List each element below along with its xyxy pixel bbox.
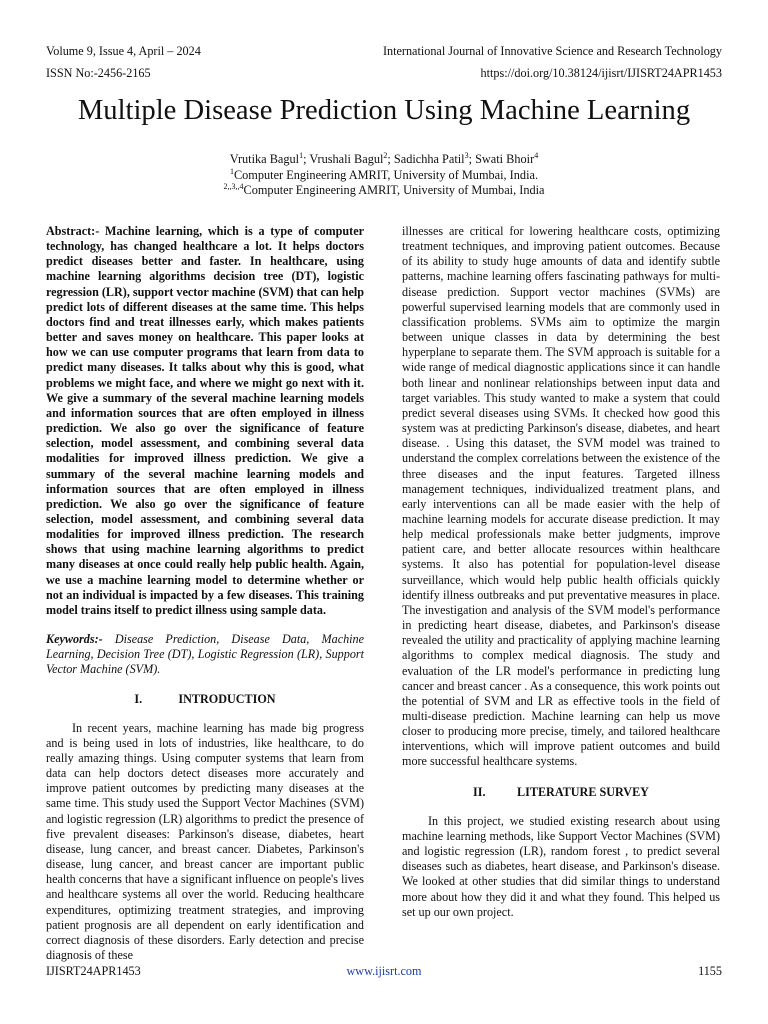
abstract: Abstract:- Machine learning, which is a type of computer technology, has changed healthcare a lot. It helps doctors predict diseases better and faster. In healthcare, using machine learning algorithms decision tree (DT), logistic regression (LR), support vector machine (SVM) that can help predict lots of different diseases at the same time. This helps doctors find and treat illnesses early, which makes patients better and saves money on healthcare. This paper looks at how we can use computer programs that learn from data to predict many diseases. It talks about why this is good, what problems we might face, and where we might go next with it. We give a summary of the several machine learning models and information sources that are often employed in illness prediction. We also go over the significance of feature selection, model assessment, and combining several data modalities for improved illness prediction. We give a summary of the several machine learning models and information sources that are often employed in illness prediction. We also go over the significance of feature selection, model assessment, and combining several data modalities for improved illness prediction. The research shows that using machine learning algorithms to predict many diseases at once could really help public health. Again, we use a machine learning model to determine whether or not an individual is impacted by a few diseases. This training model trains itself to predict illness using sample data.: [46, 224, 364, 617]
journal-website-link[interactable]: www.ijisrt.com: [346, 964, 422, 978]
author-name: Vrutika Bagul: [229, 152, 300, 166]
left-column: [46, 224, 364, 963]
introduction-paragraph: In recent years, machine learning has made big progress and is being used in lots of industries, like healthcare, to do really amazing things. Using computer systems that learn from data can help doctors detect diseases more accurately and improve patient outcomes by predicting many diseases at the same time. This study used the Support Vector Machines (SVM) and logistic regression (LR) algorithms to predict the presence of five prevalent diseases: Parkinson's disease, diabetes, heart disease, lung cancer, and breast cancer. Diabetes, Parkinson's disease, lung cancer, and breast cancer are important public health concerns that have a significant influence on people's lives and healthcare systems all over the world. Reducing healthcare expenditures, optimizing treatment strategies, and improving patient prognosis are all dependent on early identification and correct diagnosis of these disorders. Early detection and precise diagnosis of these: [46, 720, 364, 963]
page-number: 1155: [698, 964, 722, 978]
doi-link[interactable]: https://doi.org/10.38124/ijisrt/IJISRT24APR1453: [480, 66, 722, 80]
affiliation-2: [0, 183, 768, 199]
keywords-text: Disease Prediction, Disease Data, Machine Learning, Decision Tree (DT), Logistic Regression (LR), Support Vector Machine (SVM).: [46, 632, 364, 677]
author-name: ; Vrushali Bagul: [303, 152, 384, 166]
introduction-continued-paragraph: illnesses are critical for lowering healthcare costs, optimizing treatment techniques, and improving patient outcomes. Because of its ability to study huge amounts of data and identify subtle patterns, machine learning offers fascinating pathways for multi-disease prediction. Support vector machines (SVMs) are powerful supervised learning models that are commonly used in classification problems. SVMs aim to optimize the margin between unique classes in data by determining the best hyperplane to separate them. The SVM approach is suitable for a wide range of medical diagnostic applications since it can handle both linear and nonlinear relationships between input data and target variables. This study wanted to make a system that could predict several diseases using SVMs. It checked how good this system was at predicting Parkinson's disease, diabetes, and heart disease. . Using this dataset, the SVM model was trained to understand the complex correlations between the existence of the three diseases and the input features. Targeted illness management techniques, individualized treatment plans, and early interventions can all be made easier with the help of machine learning models for accurate disease prediction. It may help medical professionals make better judgments, improve patient care, and better allocate resources within healthcare systems. It also has potential for population-level disease surveillance, which would help public health officials quickly identify illness outbreaks and put preventative measures in place. The investigation and analysis of the SVM model's performance in predicting heart disease, diabetes, and Parkinson's disease revealed the utility and practicality of applying machine learning algorithms to complex medical diagnosis. The study and evaluation of the LR model's performance in predicting lung cancer and breast cancer . As a consequence, this work points out the potential of SVM and LR as effective tools in the field of multi-disease prediction. Machine learning can help us move closer to producing more precise, timely, and tailored healthcare interventions, which will improve patient outcomes and build more successful healthcare systems.: [402, 224, 720, 769]
author-name: ; Swati Bhoir: [468, 152, 535, 166]
journal-name: International Journal of Innovative Science and Research Technology: [382, 44, 722, 58]
author-sup: 1: [299, 150, 304, 160]
author-name: ; Sadichha Patil: [387, 152, 465, 166]
section-heading-introduction: [46, 692, 364, 707]
affiliation-text: Computer Engineering AMRIT, University of Mumbai, India: [243, 183, 545, 198]
article-id: IJISRT24APR1453: [46, 964, 141, 978]
affiliation-text: Computer Engineering AMRIT, University of Mumbai, India.: [233, 167, 539, 182]
affiliation-sup: 2,,3,,4: [223, 182, 244, 192]
issn: ISSN No:-2456-2165: [46, 66, 151, 80]
volume-info: Volume 9, Issue 4, April – 2024: [46, 44, 201, 58]
section-title: LITERATURE SURVEY: [517, 784, 649, 799]
keywords: [46, 632, 364, 677]
paper-title: Multiple Disease Prediction Using Machine Learning: [77, 95, 691, 126]
author-list: [0, 152, 768, 168]
section-number: II.: [473, 784, 486, 799]
affiliation-1: [0, 168, 768, 184]
literature-survey-paragraph: In this project, we studied existing research about using machine learning methods, like Support Vector Machines (SVM) and logistic regression (LR), random forest , to predict several diseases such as diabetes, heart disease, and Parkinson's disease. We looked at other studies that did similar things to understand more about how they did it and what they found. This helped us set up our own project.: [402, 813, 720, 919]
author-block: [0, 152, 768, 199]
author-sup: 2: [383, 150, 388, 160]
section-title: INTRODUCTION: [178, 691, 276, 706]
keywords-label: Keywords:-: [46, 632, 103, 647]
affiliation-sup: 1: [229, 166, 234, 176]
author-sup: 4: [534, 150, 539, 160]
author-sup: 3: [464, 150, 469, 160]
right-column: [402, 224, 720, 920]
section-number: I.: [134, 691, 143, 706]
section-heading-literature-survey: [402, 785, 720, 800]
